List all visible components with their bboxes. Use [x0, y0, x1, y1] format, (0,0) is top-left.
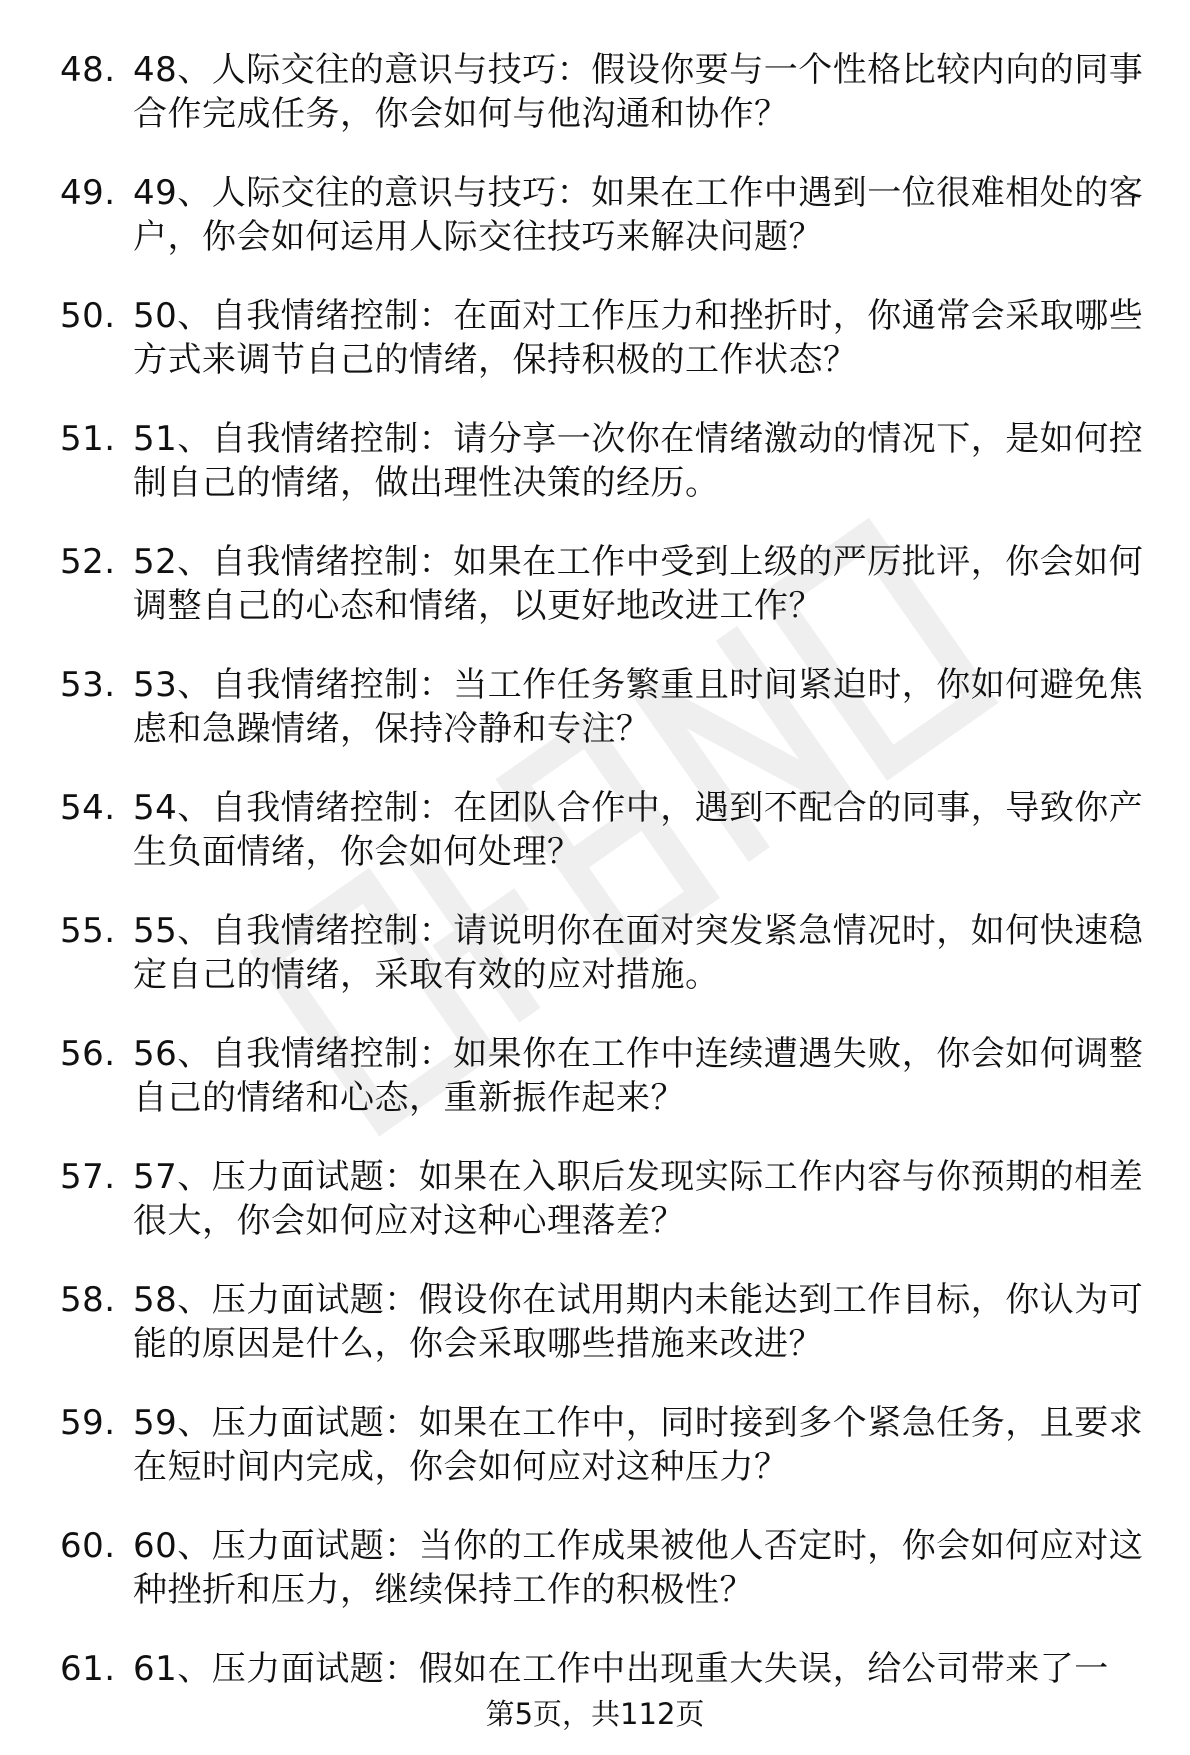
- list-item-text: 54、自我情绪控制：在团队合作中，遇到不配合的同事，导致你产生负面情绪，你会如何处理？: [133, 788, 1144, 872]
- list-item-text: 55、自我情绪控制：请说明你在面对突发紧急情况时，如何快速稳定自己的情绪，采取有效的应对措施。: [133, 911, 1144, 995]
- list-item-text: 50、自我情绪控制：在面对工作压力和挫折时，你通常会采取哪些方式来调节自己的情绪，保持积极的工作状态？: [133, 296, 1144, 380]
- list-item: [60, 417, 1160, 505]
- question-list: [60, 48, 1160, 1691]
- list-item-number: 51.: [60, 419, 116, 459]
- list-item-number: 49.: [60, 173, 116, 213]
- list-item-number: 48.: [60, 50, 116, 90]
- list-item: [60, 1155, 1160, 1243]
- page-footer: 第5页，共112页: [485, 1697, 705, 1731]
- list-item: [60, 1401, 1160, 1489]
- list-item-number: 57.: [60, 1157, 116, 1197]
- list-item-text: 59、压力面试题：如果在工作中，同时接到多个紧急任务，且要求在短时间内完成，你会如何应对这种压力？: [133, 1403, 1144, 1487]
- list-item-text: 57、压力面试题：如果在入职后发现实际工作内容与你预期的相差很大，你会如何应对这种心理落差？: [133, 1157, 1144, 1241]
- list-item-number: 59.: [60, 1403, 116, 1443]
- list-item-text: 48、人际交往的意识与技巧：假设你要与一个性格比较内向的同事合作完成任务，你会如何与他沟通和协作？: [133, 50, 1144, 134]
- list-item-text: 56、自我情绪控制：如果你在工作中连续遭遇失败，你会如何调整自己的情绪和心态，重新振作起来？: [133, 1034, 1144, 1118]
- list-item-text: 60、压力面试题：当你的工作成果被他人否定时，你会如何应对这种挫折和压力，继续保持工作的积极性？: [133, 1526, 1144, 1610]
- list-item-number: 56.: [60, 1034, 116, 1074]
- list-item-text: 61、压力面试题：假如在工作中出现重大失误，给公司带来了一: [133, 1649, 1109, 1689]
- list-item-number: 52.: [60, 542, 116, 582]
- list-item: [60, 540, 1160, 628]
- list-item-number: 61.: [60, 1649, 116, 1689]
- list-item: [60, 1647, 1160, 1691]
- list-item-text: 53、自我情绪控制：当工作任务繁重且时间紧迫时，你如何避免焦虑和急躁情绪，保持冷静和专注？: [133, 665, 1144, 749]
- list-item-number: 53.: [60, 665, 116, 705]
- list-item: [60, 663, 1160, 751]
- list-item: [60, 1524, 1160, 1612]
- list-item-number: 58.: [60, 1280, 116, 1320]
- list-item: [60, 1278, 1160, 1366]
- list-item-number: 60.: [60, 1526, 116, 1566]
- list-item-number: 50.: [60, 296, 116, 336]
- list-item: [60, 294, 1160, 382]
- list-item: [60, 909, 1160, 997]
- list-item: [60, 48, 1160, 136]
- list-item-number: 55.: [60, 911, 116, 951]
- list-item-text: 49、人际交往的意识与技巧：如果在工作中遇到一位很难相处的客户，你会如何运用人际交往技巧来解决问题？: [133, 173, 1144, 257]
- list-item-text: 58、压力面试题：假设你在试用期内未能达到工作目标，你认为可能的原因是什么，你会采取哪些措施来改进？: [133, 1280, 1144, 1364]
- list-item: [60, 1032, 1160, 1120]
- list-item: [60, 786, 1160, 874]
- list-item: [60, 171, 1160, 259]
- list-item-text: 52、自我情绪控制：如果在工作中受到上级的严厉批评，你会如何调整自己的心态和情绪，以更好地改进工作？: [133, 542, 1144, 626]
- list-item-number: 54.: [60, 788, 116, 828]
- list-item-text: 51、自我情绪控制：请分享一次你在情绪激动的情况下，是如何控制自己的情绪，做出理性决策的经历。: [133, 419, 1144, 503]
